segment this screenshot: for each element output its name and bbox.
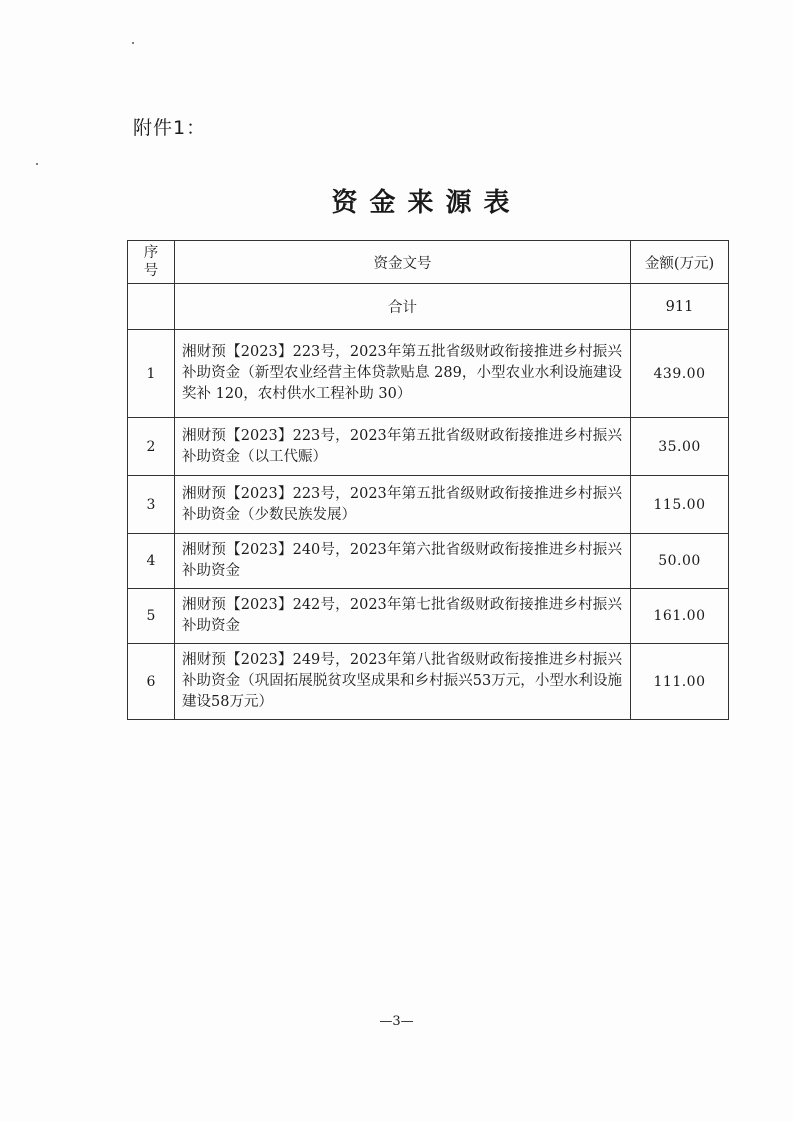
- attachment-label: 附件1：: [133, 117, 207, 139]
- table-row: [128, 418, 729, 476]
- header-amount: 金额(万元): [631, 241, 729, 284]
- total-seq-cell: [128, 284, 175, 330]
- row-number: 6: [128, 644, 175, 720]
- row-description: 湘财预【2023】249号，2023年第八批省级财政衔接推进乡村振兴补助资金（巩固拓展脱贫攻坚成果和乡村振兴53万元，小型水利设施建设58万元）: [175, 644, 631, 720]
- table-row: [128, 476, 729, 534]
- row-number: 5: [128, 589, 175, 644]
- row-description: 湘财预【2023】223号，2023年第五批省级财政衔接推进乡村振兴补助资金（少数民族发展）: [175, 476, 631, 534]
- row-amount: 161.00: [631, 589, 729, 644]
- header-seq: 序 号: [128, 241, 175, 284]
- row-amount: 35.00: [631, 418, 729, 476]
- funds-source-table: [127, 240, 729, 720]
- row-amount: 50.00: [631, 534, 729, 589]
- row-number: 1: [128, 330, 175, 418]
- row-description: 湘财预【2023】242号，2023年第七批省级财政衔接推进乡村振兴补助资金: [175, 589, 631, 644]
- table-row: [128, 644, 729, 720]
- header-doc: 资金文号: [175, 241, 631, 284]
- row-description: 湘财预【2023】223号，2023年第五批省级财政衔接推进乡村振兴补助资金（新型农业经营主体贷款贴息 289，小型农业水利设施建设奖补 120，农村供水工程补助 30）: [175, 330, 631, 418]
- table-row: [128, 534, 729, 589]
- row-number: 3: [128, 476, 175, 534]
- total-label: 合计: [175, 284, 631, 330]
- row-number: 2: [128, 418, 175, 476]
- row-description: 湘财预【2023】240号，2023年第六批省级财政衔接推进乡村振兴补助资金: [175, 534, 631, 589]
- scan-speck: [36, 163, 38, 165]
- table-row: [128, 589, 729, 644]
- row-amount: 115.00: [631, 476, 729, 534]
- table-header-row: [128, 241, 729, 284]
- total-value: 911: [631, 284, 729, 330]
- page-number: —3—: [379, 1014, 414, 1029]
- row-description: 湘财预【2023】223号，2023年第五批省级财政衔接推进乡村振兴补助资金（以工代赈）: [175, 418, 631, 476]
- row-amount: 111.00: [631, 644, 729, 720]
- scan-speck: [132, 42, 134, 44]
- table-row: [128, 330, 729, 418]
- row-amount: 439.00: [631, 330, 729, 418]
- row-number: 4: [128, 534, 175, 589]
- page-title: 资金来源表: [331, 188, 522, 218]
- total-row: [128, 284, 729, 330]
